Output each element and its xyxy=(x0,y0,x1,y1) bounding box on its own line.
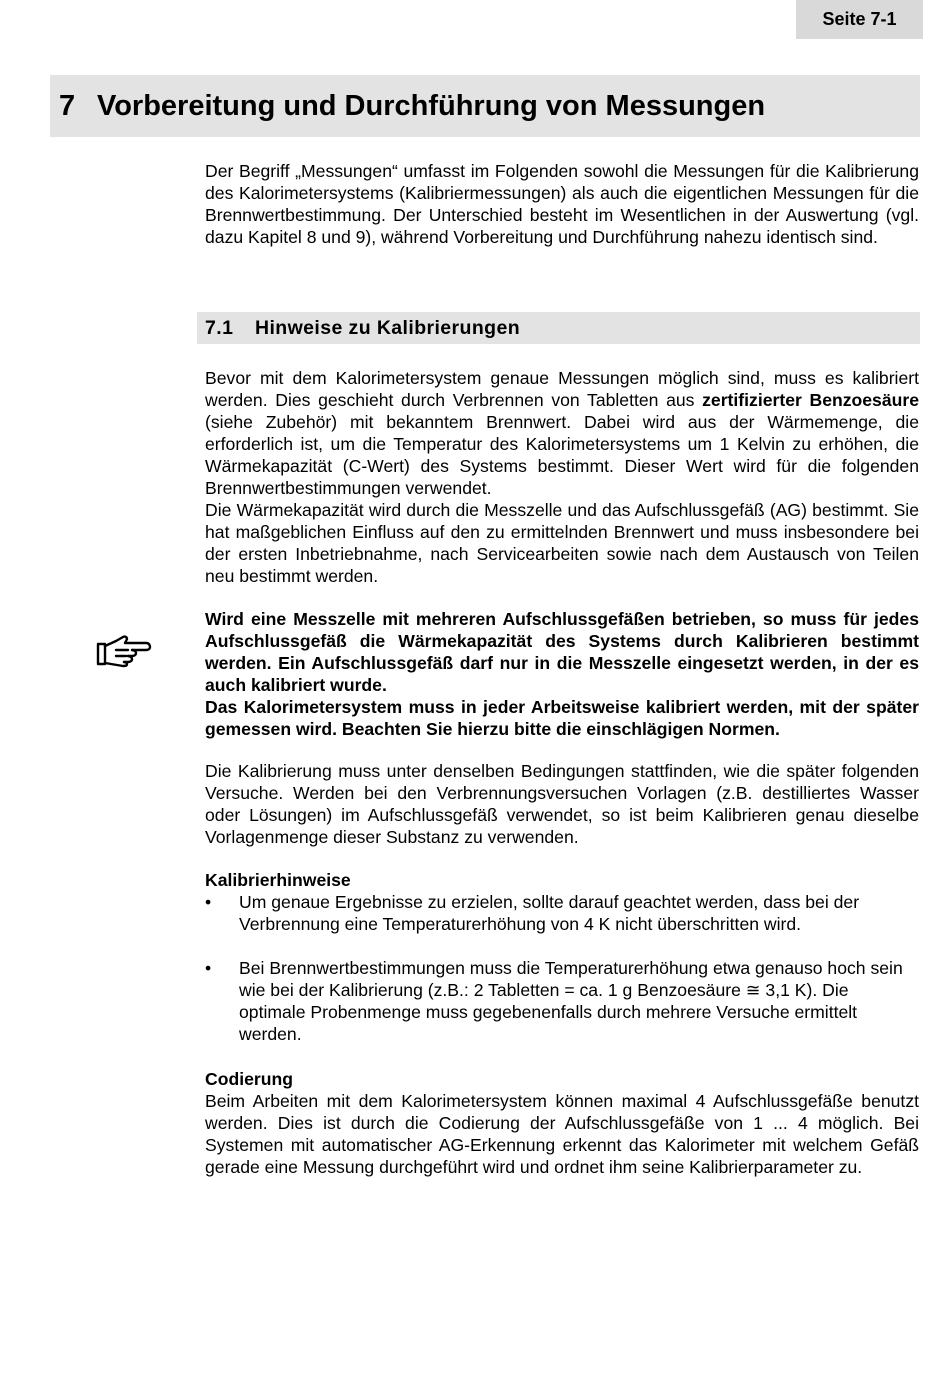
section-heading xyxy=(197,312,920,344)
pointing-hand-icon xyxy=(96,630,152,668)
conditions-block xyxy=(205,760,919,848)
chapter-heading xyxy=(50,75,920,137)
hint-text: Um genaue Ergebnisse zu erzielen, sollte darauf geachtet werden, dass bei der Verbrennung eine Temperaturerhöhung von 4 K nicht überschritten wird. xyxy=(239,892,860,934)
calibration-text-part2: (siehe Zubehör) mit bekanntem Brennwert. Dabei wird aus der Wärmemenge, die erforderlich ist, um die Temperatur des Kalorimetersystems um 1 Kelvin zu erhöhen, die Wärmekapazität (C-Wert) des Systems bestimmt. Dieser Wert wird für die folgenden Brennwertbestimmungen verwendet. xyxy=(205,412,919,498)
heat-capacity-paragraph: Die Wärmekapazität wird durch die Messzelle und das Aufschlussgefäß (AG) bestimmt. Sie hat maßgeblichen Einfluss auf den zu ermittelnden Brennwert und muss insbesondere bei der ersten Inbetriebnahme, nach Servicearbeiten sowie nach dem Austausch von Teilen neu bestimmt werden. xyxy=(205,500,919,586)
section-title: Hinweise zu Kalibrierungen xyxy=(255,316,521,339)
hint-text: Bei Brennwertbestimmungen muss die Temperaturerhöhung etwa genauso hoch sein wie bei der Kalibrierung (z.B.: 2 Tabletten = ca. 1 g Benzoesäure ≅ 3,1 K). Die optimale Probenmenge muss gegebenenfalls durch mehrere Versuche ermittelt werden. xyxy=(239,958,903,1044)
calibration-block xyxy=(205,367,919,587)
hints-list xyxy=(205,891,919,1045)
chapter-number: 7 xyxy=(59,89,76,122)
hints-block xyxy=(205,869,919,1045)
conditions-paragraph: Die Kalibrierung muss unter denselben Bedingungen stattfinden, wie die später folgenden Versuche. Werden bei den Verbrennungsversuchen Vorlagen (z.B. destilliertes Wasser oder Lösungen) im Aufschlussgefäß verwendet, so ist beim Kalibrieren genau dieselbe Vorlagenmenge dieser Substanz zu verwenden. xyxy=(205,761,919,847)
hints-heading: Kalibrierhinweise xyxy=(205,870,351,890)
calibration-text-bold: zertifizierter Benzoesäure xyxy=(702,390,920,410)
list-item xyxy=(205,957,919,1045)
calibration-paragraph xyxy=(205,367,919,499)
chapter-title: Vorbereitung und Durchführung von Messungen xyxy=(97,89,766,122)
important-note xyxy=(205,608,919,740)
coding-heading: Codierung xyxy=(205,1069,293,1089)
page-number-badge xyxy=(796,0,923,39)
list-item xyxy=(205,891,919,935)
note-line-1: Wird eine Messzelle mit mehreren Aufschlussgefäßen betrieben, so muss für jedes Aufschlussgefäß die Wärmekapazität des Systems durch Kalibrieren bestimmt werden. Ein Aufschlussgefäß darf nur in die Messzelle eingesetzt werden, in der es auch kalibriert wurde. xyxy=(205,609,919,695)
coding-paragraph: Beim Arbeiten mit dem Kalorimetersystem können maximal 4 Aufschlussgefäße benutzt werden. Dies ist durch die Codierung der Aufschlussgefäße von 1 ... 4 möglich. Bei Systemen mit automatischer AG-Erkennung erkennt das Kalorimeter mit welchem Gefäß gerade eine Messung durchgeführt wird und ordnet ihm seine Kalibrierparameter zu. xyxy=(205,1091,919,1177)
note-line-2: Das Kalorimetersystem muss in jeder Arbeitsweise kalibriert werden, mit der später gemessen wird. Beachten Sie hierzu bitte die einschlägigen Normen. xyxy=(205,697,919,739)
intro-block xyxy=(205,160,919,248)
bullet-icon: • xyxy=(205,892,212,912)
calibration-text-part1: Bevor mit dem Kalorimetersystem genaue Messungen möglich sind, muss es kalibriert werden. Dies geschieht durch Verbrennen von Tabletten aus xyxy=(205,368,919,410)
intro-paragraph: Der Begriff „Messungen“ umfasst im Folgenden sowohl die Messungen für die Kalibrierung des Kalorimetersystems (Kalibriermessungen) als auch die eigentlichen Messungen für die Brennwertbestimmung. Der Unterschied besteht im Wesentlichen in der Auswertung (vgl. dazu Kapitel 8 und 9), während Vorbereitung und Durchführung nahezu identisch sind. xyxy=(205,161,919,247)
list-spacer xyxy=(205,935,919,957)
page-number: Seite 7-1 xyxy=(822,9,897,29)
section-number: 7.1 xyxy=(205,316,234,339)
coding-block xyxy=(205,1068,919,1178)
bullet-icon: • xyxy=(205,958,212,978)
